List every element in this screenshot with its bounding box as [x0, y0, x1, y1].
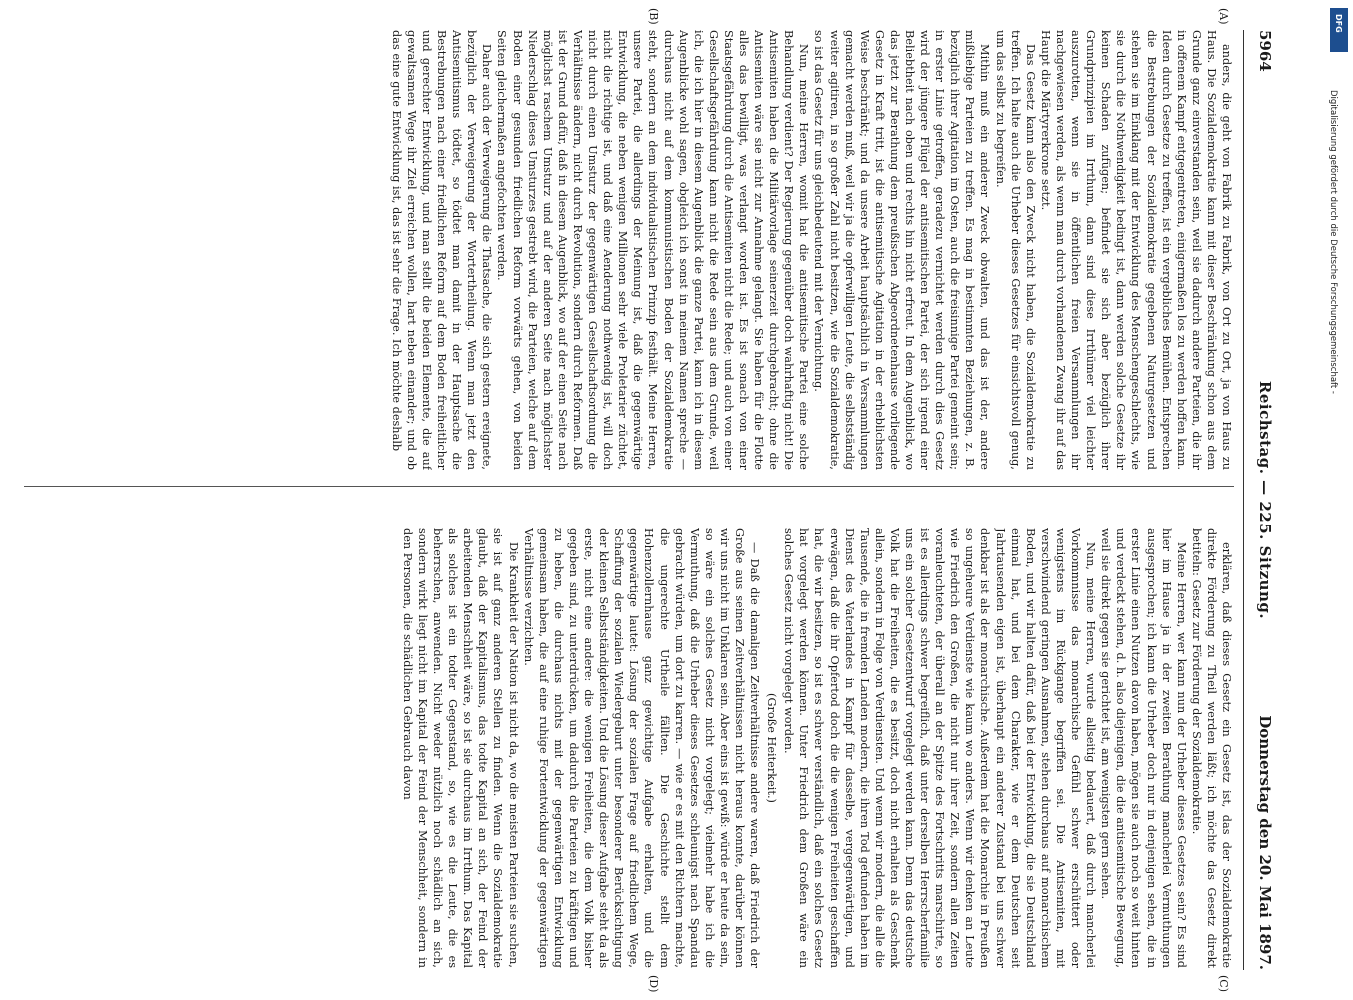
left-text-column — [24, 30, 1234, 470]
session-title: Reichstag. — 225. Sitzung. — [1256, 380, 1274, 620]
interjection: (Große Heiterkeit.) — [765, 693, 779, 803]
session-date: Donnerstag den 20. Mai 1897. — [1256, 715, 1274, 970]
margin-marker-b: (B) — [647, 8, 660, 25]
paragraph: Die Krankheit der Nation ist nicht da, wo die meisten Parteien sie suchen, sie ist auf ganz anderen Stellen zu finden. Wenn die Sozialdemokratie glaubt, daß der Kapitalismus, das todte Kapital an sich, der Feind der arbeitenden Menschheit wäre, so ist sie durchaus im Irrthum. Das Kapital als solches ist ein todter Gegenstand, so, wie es die Leute, die es beherrschen, anwenden. Nicht weder nützlich noch schädlich an sich, sondern wirkt liegt nicht im Kapital der Feind der Menschheit, sondern in den Personen, die schädlichen Gebrauch davon — [400, 528, 520, 968]
column-divider — [24, 486, 1234, 487]
paragraph: Mithin muß ein anderer Zweck obwalten, und das ist der, andere mißliebige Parteien zu treffen. Es mag in bestimmten Beziehungen, z. B. bezüglich ihrer Agitation im Osten, auch die freisinnige Partei gemeint sein; in erster Linie getroffen, geradezu vernichtet werden durch dies Gesetz wird der jüngere Flügel der antisemitischen Partei, der sich irgend einer Beliebtheit nach oben und rechts hin nicht erfreut. In dem Augenblick, wo das jetzt zur Berathung dem preußischen Abgeordnetenhause vorliegende Gesetz in Kraft tritt, ist die antisemitische Agitation in der erheblichsten Weise beschränkt; und da unsere Arbeit hauptsächlich in Versammlungen gemacht werden muß, weil wir ja die opferwilligen Leute, die selbstständig weiter agitiren, in so großer Zahl nicht besitzen, wie die Sozialdemokratie, so ist das Gesetz für uns gleichbedeutend mit der Vernichtung. — [812, 30, 992, 470]
margin-marker-c: (C) — [1217, 975, 1230, 992]
margin-marker-d: (D) — [647, 975, 660, 993]
paragraph: Nun, meine Herren, womit hat die antisemitische Partei eine solche Behandlung verdient? Der Regierung gegenüber doch wahrhaftig nicht! Die Antisemiten haben die Militärvorlage seinerzeit durchgebracht; ohne die Antisemiten wäre sie nicht zur Annahme gelangt. Sie haben für die Flotte alles das bewilligt, was verlangt worden ist. Es ist sonach von einer Staatsgefährdung durch die Antisemiten nicht die Rede; und auch von einer Gesellschaftsgefährdung kann nicht die Rede sein aus dem Grunde, weil ich, die ich hier in diesem Augenblick die ganze Partei, kann ich in diesem Augenblicke wohl sagen, obgleich ich sonst in meinem Namen spreche — durchaus nicht auf dem kommunistischen Boden der Sozialdemokratie steht, sondern an dem individualistischen Prinzip festhält. Meine Herren, unsere Partei, die allerdings der Meinung ist, daß die gegenwärtige Entwicklung, die neben wenigen Millionen sehr viele Proletarier züchtet, nicht die richtige ist, und daß eine Aenderung nothwendig ist, will doch nicht durch einen Umsturz der gegenwärtigen Gesellschaftsordnung die Verhältnisse ändern, nicht durch Revolution, sondern durch Reformen. Daß ist der Grund dafür, daß in diesem Augenblick, wo auf der einen Seite nach möglichst raschem Umsturz und auf der anderen Seite nach möglichster Niederschlag dieses Umsturzes gestrebt wird, die Parteien, welche auf dem Boden einer gesunden friedlichen Reform vorwärts gehen, von beiden Seiten gleichermaßen angefochten werden. — [495, 30, 811, 470]
margin-marker-a: (A) — [1217, 8, 1230, 25]
paragraph: Das Gesetz kann also den Zweck nicht haben, die Sozialdemokratie zu treffen. Ich halte auch die Urheber dieses Gesetzes für einsichtsvoll genug, um das selbst zu begreifen. — [993, 30, 1037, 470]
page-number: 5964 — [1256, 30, 1274, 72]
digitization-note-text: Digitalisierung gefördert durch die Deutsche Forschungsgemeinschaft - — [1328, 90, 1338, 394]
paragraph: Meine Herren, wer kann nun der Urheber dieses Gesetzes sein? Es sind hier im Hause ja in der zweiten Berathung mancherlei Vermuthungen ausgesprochen; ich kann die Urheber doch nur in denjenigen sehen, die in erster Linie einen Nutzen davon haben, mögen sie auch noch so weit hinten und verdeckt stehen, d. h. also diejenigen, die die antisemitische Bewegung, weil sie direkt gegen sie gerichtet ist, am wenigsten gern sehen. — [1099, 528, 1188, 968]
paragraph: — Daß die damaligen Zeitverhältnisse andere waren, daß Friedrich der Große aus seinen Zeitverhältnissen nicht heraus konnte, darüber können wir uns nicht im Unklaren sein. Aber eins ist gewiß: würde er heute da sein, so wäre ein solches Gesetz nicht vorgelegt; vielmehr habe ich die Vermuthung, daß die Urheber dieses Gesetzes schleunigst nach Spandau gebracht würden, um dort zu karren. — wie er es mit den Richtern machte, die ungerechte Urtheile fällten. Die Geschichte stellt dem Hohenzollernhause ganz gewichtige Aufgabe erhalten, und die gegenwärtige lautet: Lösung der sozialen Frage auf friedlichem Wege, Schaffung der sozialen Wiedergeburt unter besonderer Berücksichtigung der kleinen Selbstständigkeiten. Und die Lösung dieser Aufgabe steht da als erste, nicht eine andere: die wenigen Freiheiten, die dem Volk bisher gegeben sind, zu unterdrücken, um dadurch die Parteien zu kräftigen und zu heben, die durchaus nichts mit der gegenwärtigen Entwicklung gemeinsam haben, die auf eine ruhige Fortentwicklung der gegenwärtigen Verhältnisse verzichten. — [521, 528, 762, 968]
dfg-logo: DFG — [1330, 8, 1348, 52]
paragraph: Daher auch der Verweigerung die Thatsache, die sich gestern ereignete, bezüglich der Verweigerung der Wortertheilung. Wenn man jetzt den Antisemitismus tödtet, so tödtet man damit in der Hauptsache die Bestrebungen nach einer friedlichen Reform auf dem Boden freiheitlicher und gerechter Entwicklung, und man stellt die beiden Elemente, die auf gewaltsamen Wege ihr Ziel erreichen wollen, hart neben einander; und ob das eine gute Entwicklung ist, das ist sehr die Frage. Ich möchte deshalb — [389, 30, 494, 470]
paragraph: erklären, daß dieses Gesetz ein Gesetz ist, das der Sozialdemokratie direkte Förderung zu Theil werden läßt; ich möchte das Gesetz direkt betiteln: Gesetz zur Förderung der Sozialdemokratie. — [1189, 528, 1233, 968]
paragraph: anders, die geht von Fabrik zu Fabrik, von Ort zu Ort, ja von Haus zu Haus. Die Sozialdemokratie kann mit dieser Beschränkung schon aus dem Grunde ganz einverstanden sein, weil sie dadurch andere Parteien, die ihr in offenem Kampf entgegentreten, einigermaßen los zu werden hoffen kann. Ideen durch Gesetze zu treffen, ist ein vergebliches Bemühen. Entsprechen die Bestrebungen der Sozialdemokratie gegebenen Naturgesetzen und stehen sie im Einklang mit der Entwicklung des Menschengeschlechts, wie sie durch die Nothwendigkeit bedingt ist, dann werden solche Gesetze ihr keinen Schaden zufügen; befindet sie sich aber bezüglich ihrer Grundprinzipien im Irrthum, dann sind diese Irrthümer viel leichter auszurotten, wenn sie in öffentlichen freien Versammlungen ihr nachgewiesen werden, als wenn man durch vorhandenen Zwang ihr auf das Haupt die Märtyrerkrone setzt. — [1038, 30, 1233, 470]
paragraph: Nun, meine Herren, wurde allseitig bedauert, daß durch mancherlei Vorkommnisse das monarchische Gefühl schwer erschüttert oder wenigstens im Rückgange begriffen sei. Die Antisemiten, mit verschwindend geringen Ausnahmen, stehen durchaus auf monarchischem Boden, und wir halten dafür, daß bei der Entwicklung, die sie Deutschland einmal hat, und bei dem Charakter, wie er dem Deutschen seit Jahrtausenden eigen ist, überhaupt ein anderer Zustand bei uns schwer denkbar ist als der monarchische. Außerdem hat die Monarchie in Preußen so ungeheure Verdienste wie kaum wo anders. Wenn wir denken an Leute wie Friedrich den Großen, die nicht nur ihrer Zeit, sondern allen Zeiten voranleuchteten, der überall an der Spitze des Fortschritts marschirte, so ist es allerdings schwer begreiflich, daß unter derselben Herrscherfamilie uns ein solcher Gesetzentwurf vorgelegt werden kann. Denn das deutsche Volk hat die Freiheiten, die es besitzt, doch nicht erhalten als Geschenk allein, sondern in Folge von Verdiensten. Und wenn wir modern, die alle die Tausende, die in fremden Landen modern, die ihren Tod gefunden haben im Dienst des Vaterlandes in Kampf für dasselbe, vergegenwärtigen, und erwägen, daß die ihr Opfertod doch die die wenigen Freiheiten geschaffen hat, die wir besitzen, so ist es schwer verständlich, daß ein solches Gesetz hat vorgelegt werden können. Unter Friedrich dem Großen wäre ein solches Gesetz nicht vorgelegt worden. — [782, 528, 1098, 968]
page-header — [1243, 30, 1284, 970]
right-text-column — [24, 528, 1234, 968]
digitization-note — [1322, 90, 1352, 910]
